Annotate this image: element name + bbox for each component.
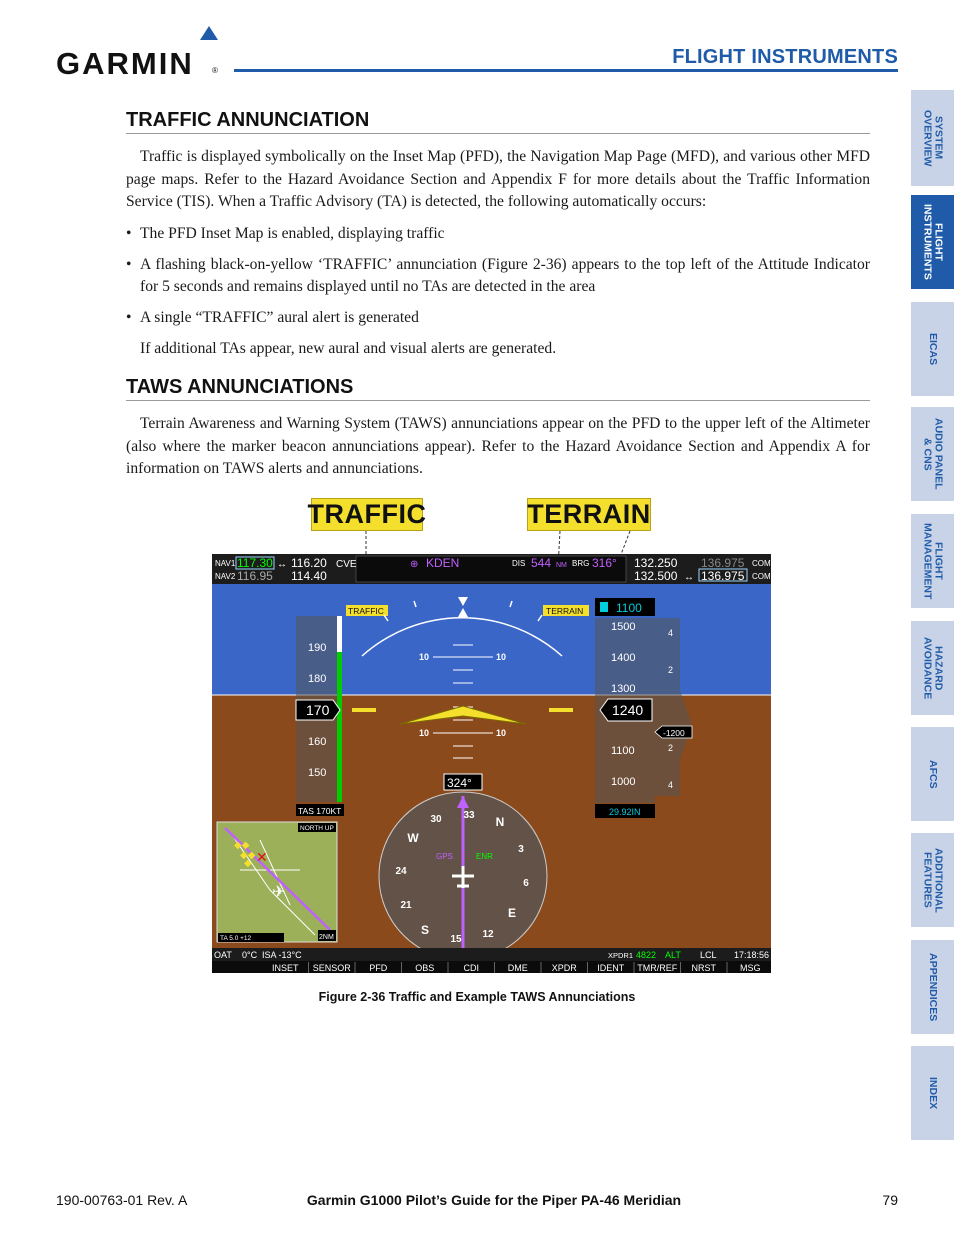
nav2-label: NAV2 bbox=[215, 572, 236, 581]
nav2-standby: 114.40 bbox=[291, 569, 327, 583]
com2-active: 132.500 bbox=[634, 569, 678, 583]
com2-standby: 136.975 bbox=[701, 569, 745, 583]
airspeed-tick: 180 bbox=[308, 673, 327, 685]
traffic-intro: Traffic is displayed symbolically on the Inset Map (PFD), the Navigation Map Page (MFD), and various other MFD page maps. Refer to the Hazard Avoidance Section and Appendix F for more details about the Traffic Information Service (TIS). When a Traffic Advisory (TA) is detected, the following automatically occurs: bbox=[126, 148, 870, 210]
svg-text:◆◆: ◆◆ bbox=[234, 840, 250, 851]
altitude-tick: 1400 bbox=[611, 652, 636, 664]
side-tab-label: APPENDICES bbox=[927, 952, 939, 1022]
selected-altitude: 1100 bbox=[616, 601, 642, 615]
traffic-closing: If additional TAs appear, new aural and visual alerts are generated. bbox=[140, 340, 557, 357]
terrain-callout: TERRAIN bbox=[527, 499, 651, 529]
traffic-callout: TRAFFIC bbox=[307, 499, 427, 529]
brg-value: 316° bbox=[592, 556, 617, 570]
traffic-bullet-1: • The PFD Inset Map is enabled, displaying traffic bbox=[126, 225, 445, 242]
compass-mark: 6 bbox=[523, 878, 529, 889]
nav2-active: 116.95 bbox=[237, 569, 273, 583]
inset-map-mode: TA 5.0 +12 bbox=[220, 935, 252, 942]
softkey[interactable]: MSG bbox=[739, 963, 761, 973]
pitch-label: 10 bbox=[496, 728, 507, 738]
com1-active: 132.250 bbox=[634, 556, 678, 570]
section-title: FLIGHT INSTRUMENTS bbox=[672, 46, 898, 68]
compass-mark: W bbox=[407, 831, 419, 845]
compass-mark: N bbox=[495, 815, 505, 829]
softkey[interactable]: CDI bbox=[463, 963, 479, 973]
softkey[interactable]: INSET bbox=[271, 963, 299, 973]
traffic-annunciation: TRAFFIC bbox=[348, 606, 384, 616]
svg-text:↔: ↔ bbox=[684, 572, 694, 583]
nav1-standby: 116.20 bbox=[291, 556, 327, 570]
side-tab-label: ADDITIONAL FEATURES bbox=[921, 847, 945, 913]
page-number: 79 bbox=[882, 1192, 898, 1208]
softkey[interactable]: IDENT bbox=[597, 963, 625, 973]
taws-heading: TAWS ANNUNCIATIONS bbox=[126, 376, 870, 401]
taws-body: Terrain Awareness and Warning System (TAWS) annunciations appear on the PFD to the upper left of the Altimeter (also where the marker beacon annunciations appear). Refer to the Hazard Avoidance Section and Appendix A for information on TAWS alerts and annunciations. bbox=[126, 415, 870, 477]
dis-label: DIS bbox=[512, 559, 526, 568]
baro-setting: 29.92IN bbox=[609, 807, 641, 817]
enr-label: ENR bbox=[476, 852, 493, 861]
svg-text:↔: ↔ bbox=[277, 559, 287, 570]
softkey[interactable]: PFD bbox=[369, 963, 388, 973]
oat-value: 0°C bbox=[242, 950, 258, 960]
footer-title: Garmin G1000 Pilot’s Guide for the Piper PA-46 Meridian bbox=[306, 1192, 682, 1208]
vsi-readout: -1200 bbox=[663, 728, 685, 738]
heading-readout: 324° bbox=[447, 776, 472, 790]
isa-value: ISA -13°C bbox=[262, 950, 302, 960]
compass-mark: 15 bbox=[450, 934, 462, 945]
side-tab-label: FLIGHT MANAGEMENT bbox=[921, 522, 945, 600]
xpdr-label: XPDR1 bbox=[608, 951, 634, 960]
side-tab-label: EICAS bbox=[927, 332, 939, 366]
compass-mark: 21 bbox=[400, 900, 412, 911]
dis-value: 544 bbox=[531, 556, 552, 570]
gps-label: GPS bbox=[436, 852, 453, 861]
registered-mark: ® bbox=[212, 66, 218, 75]
vsi-tick: 2 bbox=[668, 743, 674, 753]
logo-text: GARMIN bbox=[56, 46, 194, 81]
com1-label: COM1 bbox=[752, 559, 776, 568]
side-tab-label: AUDIO PANEL & CNS bbox=[921, 418, 945, 490]
xpdr-mode: ALT bbox=[665, 950, 681, 960]
altitude-current: 1240 bbox=[612, 702, 644, 718]
side-tab-label: INDEX bbox=[927, 1076, 939, 1110]
softkey[interactable]: XPDR bbox=[551, 963, 577, 973]
compass-mark: S bbox=[420, 923, 430, 937]
tas-readout: TAS 170KT bbox=[298, 806, 342, 816]
vsi-tick: 4 bbox=[668, 780, 674, 790]
nav1-label: NAV1 bbox=[215, 559, 236, 568]
brg-label: BRG bbox=[572, 559, 590, 568]
softkey[interactable]: TMR/REF bbox=[637, 963, 678, 973]
nav1-id: CVE bbox=[336, 559, 357, 570]
svg-text:◆◆: ◆◆ bbox=[240, 850, 256, 861]
nav1-active: 117.30 bbox=[237, 556, 273, 570]
svg-text:⊕: ⊕ bbox=[410, 559, 419, 570]
traffic-heading: TRAFFIC ANNUNCIATION bbox=[126, 109, 870, 134]
compass-mark: 30 bbox=[430, 814, 442, 825]
airspeed-tick: 150 bbox=[308, 767, 327, 779]
vsi-tick: 4 bbox=[668, 628, 674, 638]
dis-unit: NM bbox=[556, 562, 567, 569]
softkey[interactable]: NRST bbox=[691, 963, 716, 973]
footer-doc-number: 190-00763-01 Rev. A bbox=[56, 1192, 188, 1208]
xpdr-code: 4822 bbox=[636, 950, 657, 960]
altitude-tick: 1300 bbox=[611, 683, 636, 695]
compass-mark: E bbox=[507, 906, 517, 920]
airspeed-tick: 160 bbox=[308, 736, 327, 748]
softkey[interactable]: SENSOR bbox=[312, 963, 351, 973]
pitch-label: 10 bbox=[419, 728, 430, 738]
clock: 17:18:56 bbox=[734, 950, 770, 960]
side-tab-label: SYSTEM OVERVIEW bbox=[921, 109, 945, 167]
com2-label: COM2 bbox=[752, 572, 776, 581]
altitude-tick: 1000 bbox=[611, 776, 636, 788]
inset-map-orientation: NORTH UP bbox=[300, 825, 334, 832]
airspeed-tick: 190 bbox=[308, 642, 327, 654]
traffic-bullet-2: • A flashing black-on-yellow ‘TRAFFIC’ annunciation (Figure 2-36) appears to the top left of the Attitude Indicator for 5 seconds and remains displayed until no TAs are detected in the area bbox=[126, 256, 870, 295]
traffic-bullet-3: • A single “TRAFFIC” aural alert is generated bbox=[126, 309, 419, 326]
side-tab-label: HAZARD AVOIDANCE bbox=[921, 636, 945, 700]
pitch-label: 10 bbox=[496, 652, 507, 662]
softkey[interactable]: OBS bbox=[415, 963, 435, 973]
altitude-tick: 1100 bbox=[611, 745, 635, 757]
pitch-label: 10 bbox=[419, 652, 430, 662]
side-tab-label: FLIGHT INSTRUMENTS bbox=[921, 204, 945, 280]
oat-label: OAT bbox=[214, 950, 232, 960]
svg-text:◆: ◆ bbox=[244, 858, 252, 869]
softkey[interactable]: DME bbox=[507, 963, 528, 973]
terrain-annunciation: TERRAIN bbox=[546, 606, 584, 616]
compass-mark: 24 bbox=[395, 866, 407, 877]
lcl-label: LCL bbox=[700, 950, 717, 960]
svg-text:✕: ✕ bbox=[256, 849, 268, 865]
svg-text:✈: ✈ bbox=[272, 884, 286, 901]
com1-standby: 136.975 bbox=[701, 556, 745, 570]
compass-mark: 3 bbox=[518, 844, 524, 855]
compass-mark: 33 bbox=[463, 810, 475, 821]
figure-caption: Figure 2-36 Traffic and Example TAWS Annunciations bbox=[318, 990, 636, 1004]
inset-map-range: 2NM bbox=[319, 934, 334, 941]
altitude-tick: 1500 bbox=[611, 621, 636, 633]
vsi-tick: 2 bbox=[668, 665, 674, 675]
side-tab-label: AFCS bbox=[927, 759, 939, 789]
compass-mark: 12 bbox=[482, 929, 494, 940]
gps-waypoint: KDEN bbox=[426, 556, 460, 570]
airspeed-current: 170 bbox=[306, 702, 330, 718]
